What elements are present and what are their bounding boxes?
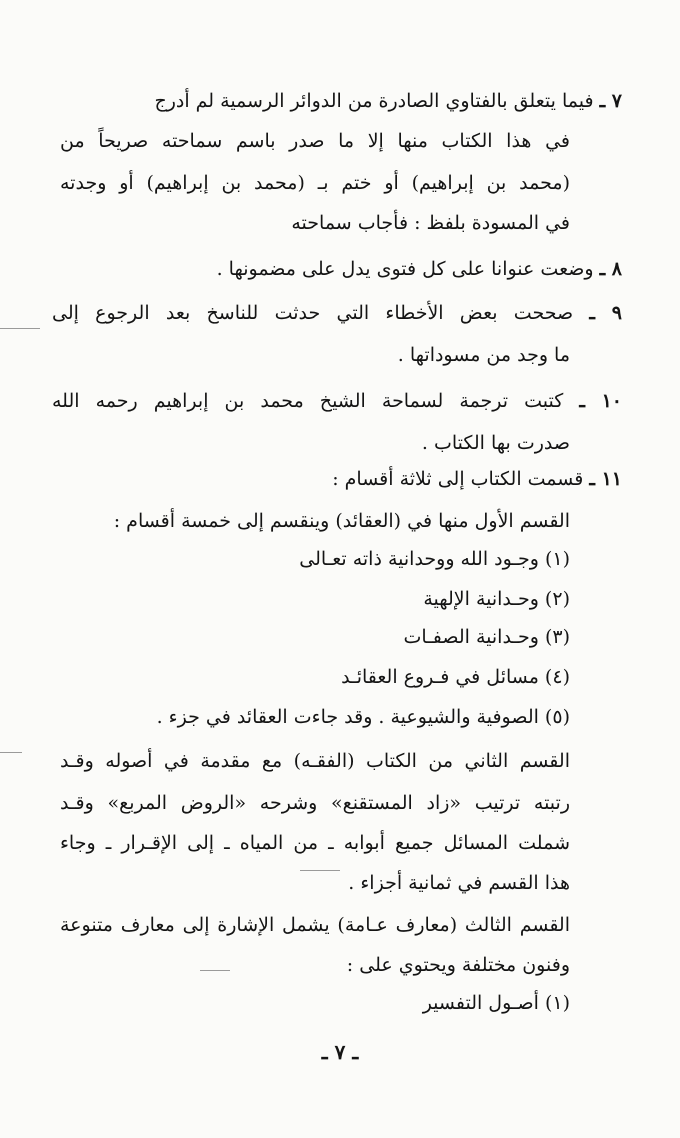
item-10-number: ١٠ ـ (579, 390, 622, 412)
item-10-text-2: صدرت بها الكتاب . (421, 432, 570, 454)
item-7-line-2 (60, 128, 570, 154)
scan-speck (200, 970, 230, 971)
item-7-text-2: في هذا الكتاب منها إلا ما صدر باسم سماحته صريحاً من (60, 130, 570, 152)
section-2-line-4 (60, 870, 570, 896)
section-1-part-1 (100, 546, 570, 572)
item-10-line-2 (60, 430, 570, 456)
section-3-line-1 (60, 912, 570, 938)
section-2-line-2 (60, 790, 570, 816)
item-7-line-4 (60, 210, 570, 236)
section-2-text-1: القسم الثاني من الكتاب (الفقـه) مع مقدمة في أصوله وقـد (60, 750, 570, 772)
item-9-text-1: صححت بعض الأخطاء التي حدثت للناسخ بعد الرجوع إلى (52, 302, 574, 324)
item-9-line-1 (52, 300, 622, 326)
section-1-part-2-text: (٢) وحـدانية الإلهية (423, 588, 570, 610)
item-11-line (52, 466, 622, 492)
section-2-text-2: رتبته ترتيب «زاد المستقنع» وشرحه «الروض المربع» وقـد (60, 792, 570, 814)
item-7-text-1: فيما يتعلق بالفتاوي الصادرة من الدوائر الرسمية لم أدرج (154, 90, 594, 112)
scan-speck (0, 328, 40, 329)
scan-speck (300, 870, 340, 871)
item-9-line-2 (60, 342, 570, 368)
section-1-part-4 (100, 664, 570, 690)
item-8-text: وضعت عنوانا على كل فتوى يدل على مضمونها . (216, 258, 594, 280)
page-number: ـ ٧ ـ (321, 1040, 359, 1064)
item-11-number: ١١ ـ (589, 468, 622, 490)
section-2-text-3: شملت المسائل جميع أبوابه ـ من المياه ـ إلى الإقـرار ـ وجاء (60, 832, 570, 854)
item-8-line (52, 256, 622, 282)
item-8-number: ٨ ـ (599, 258, 622, 280)
section-1-intro-text: القسم الأول منها في (العقائد) وينقسم إلى خمسة أقسام : (113, 510, 570, 532)
item-11-text: قسمت الكتاب إلى ثلاثة أقسام : (332, 468, 584, 490)
item-9-number: ٩ ـ (589, 302, 623, 324)
section-2-line-1 (60, 748, 570, 774)
section-2-line-3 (60, 830, 570, 856)
item-7-text-3: (محمد بن إبراهيم) أو ختم بـ (محمد بن إبراهيم) أو وجدته (60, 172, 570, 194)
item-7-line-1 (52, 88, 622, 114)
section-1-intro (60, 508, 570, 534)
section-1-part-2 (100, 586, 570, 612)
item-7-text-4: في المسودة بلفظ : فأجاب سماحته (291, 212, 570, 234)
section-3-text-1: القسم الثالث (معارف عـامة) يشمل الإشارة إلى معارف متنوعة (60, 914, 570, 936)
section-1-part-3 (100, 624, 570, 650)
section-3-text-2: وفنون مختلفة ويحتوي على : (346, 954, 570, 976)
section-1-part-1-text: (١) وجـود الله ووحدانية ذاته تعـالى (299, 548, 570, 570)
item-9-text-2: ما وجد من مسوداتها . (397, 344, 570, 366)
section-3-line-2 (60, 952, 570, 978)
section-1-part-5-text: (٥) الصوفية والشيوعية . وقد جاءت العقائد في جزء . (156, 706, 570, 728)
section-1-part-4-text: (٤) مسائل في فـروع العقائـد (341, 666, 570, 688)
section-3-part-1-text: (١) أصـول التفسير (422, 992, 570, 1014)
section-2-text-4: هذا القسم في ثمانية أجزاء . (348, 872, 570, 894)
item-7-line-3 (60, 170, 570, 196)
section-1-part-3-text: (٣) وحـدانية الصفـات (403, 626, 570, 648)
item-10-text-1: كتبت ترجمة لسماحة الشيخ محمد بن إبراهيم رحمه الله (52, 390, 564, 412)
item-7-number: ٧ ـ (599, 90, 622, 112)
section-1-part-5 (100, 704, 570, 730)
scan-speck (0, 752, 22, 753)
item-10-line-1 (52, 388, 622, 414)
section-3-part-1 (100, 990, 570, 1016)
